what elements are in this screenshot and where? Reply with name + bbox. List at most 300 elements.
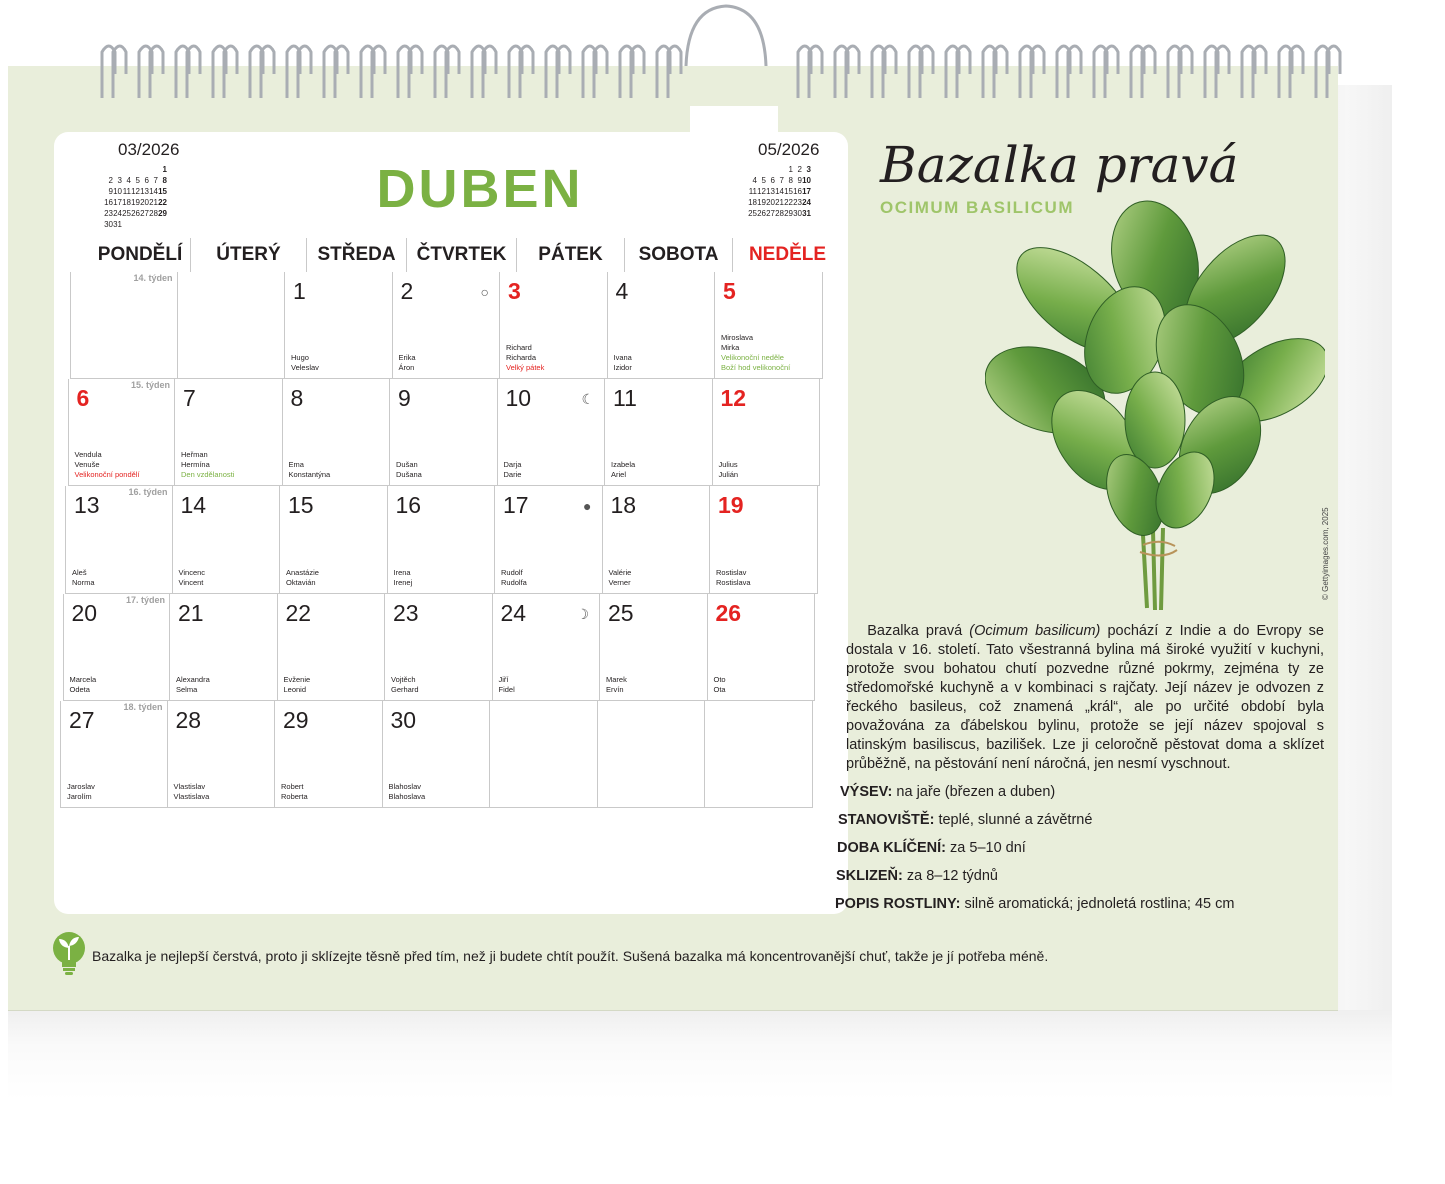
day-number: 15 [288, 492, 314, 519]
mini-calendar-day: 20 [766, 198, 775, 207]
name-days [281, 782, 308, 802]
image-credit: © Gettyimages.com, 2025 [1321, 507, 1330, 600]
mini-calendar-day: 21 [775, 198, 784, 207]
name-day: Richarda [506, 353, 537, 363]
fact-plant-description-value: silně aromatická; jednoletá rostlina; 45 cm [964, 896, 1235, 912]
name-days [399, 353, 416, 373]
mini-calendar-week [748, 186, 811, 197]
mini-calendar-day [104, 164, 113, 175]
weekday-3: STŘEDA [306, 238, 406, 272]
mini-calendar-day: 21 [149, 198, 158, 207]
day-number: 14 [180, 492, 207, 519]
mini-calendar-day: 3 [117, 176, 122, 185]
mini-calendar-day: 2 [797, 165, 802, 174]
day-number: 17 [503, 492, 529, 519]
day-number: 3 [508, 278, 521, 304]
public-holiday: Velikonoční pondělí [74, 470, 140, 480]
mini-calendar-day [122, 219, 131, 230]
mini-calendar-day: 28 [775, 209, 784, 218]
fact-location-value: teplé, slunné a závětrné [938, 812, 1093, 828]
name-day: Ema [288, 460, 304, 470]
mini-calendar-day: 12 [757, 187, 766, 196]
day-cell [390, 379, 498, 486]
name-day: Odeta [69, 684, 90, 694]
day-number: 21 [178, 599, 204, 626]
name-days [67, 782, 95, 802]
significant-day: Den vzdělanosti [181, 470, 235, 480]
mini-calendar-next-label: 05/2026 [758, 140, 820, 159]
fact-sowing-value: na jaře (březen a duben) [896, 784, 1056, 800]
mini-calendar-day: 3 [806, 165, 811, 174]
mini-calendar-day: 22 [784, 198, 793, 207]
day-cell [68, 379, 176, 486]
name-day: Veleslav [291, 363, 319, 373]
hanger-wire [686, 6, 766, 66]
herb-description-rest: pochází z Indie a do Evropy se dostala v 16. století. Tato všestranná bylina má široké využití v kuchyni, protože svou bohatou chutí pozvedne různé pokrmy, zejména ty ze středomořské kuchyně a v kombinaci s rajčaty. Její název je odvozen z řeckého basileus, což znamená „král“, ale po určité období byla považována za ďábelskou bylinu, protože se její název spojoval s latinským basiliscus, bazilišek. Lze ji celoročně pěstovat doma a sklízet průběžně, na pěstování není náročná, jen nesmí vyschnout. [846, 623, 1324, 772]
week-number: 18. týden [123, 701, 163, 712]
name-day: Vojtěch [391, 674, 416, 684]
mini-calendar-previous-label: 03/2026 [118, 140, 180, 159]
name-day: Alexandra [176, 674, 210, 684]
name-day: Miroslava [721, 333, 754, 343]
moon-phase-icon: ☽ [576, 605, 589, 622]
day-cell [63, 594, 171, 701]
day-number: 22 [285, 599, 312, 626]
name-days [499, 675, 515, 695]
mini-calendar-day: 7 [779, 176, 784, 185]
mini-calendar-day: 22 [158, 198, 167, 207]
mini-calendar-previous [104, 140, 179, 230]
name-days [176, 675, 210, 695]
day-cell [498, 379, 606, 486]
mini-calendar-week [748, 175, 811, 186]
mini-calendar-day: 6 [770, 176, 775, 185]
name-day: Valérie [608, 567, 632, 577]
name-day: Rostislava [716, 577, 751, 587]
name-day: Dušan [396, 460, 418, 470]
mini-calendar-day: 29 [784, 209, 793, 218]
name-day: Vincenc [178, 567, 206, 577]
weekday-2: ÚTERÝ [190, 238, 306, 272]
day-number: 24 [500, 599, 527, 626]
day-cell [608, 272, 716, 379]
name-days [716, 568, 751, 588]
name-day: Erika [398, 353, 416, 363]
name-days [506, 343, 544, 373]
day-cell [708, 594, 816, 701]
day-cell [388, 486, 496, 593]
mini-calendar-day: 17 [113, 198, 122, 207]
herb-tip: Bazalka je nejlepší čerstvá, proto ji sklízejte těsně před tím, než ji budete chtít použít. Sušená bazalka má koncentrovanější chuť, takže je jí potřeba méně. [92, 948, 1049, 964]
mini-calendar-day: 20 [140, 198, 149, 207]
day-cell [65, 486, 173, 593]
name-days [70, 675, 97, 695]
mini-calendar-day: 18 [122, 198, 131, 207]
mini-calendar-day [775, 164, 784, 175]
name-day: Áron [398, 363, 415, 373]
mini-calendar-day: 31 [113, 220, 122, 229]
mini-calendar-day [766, 164, 775, 175]
mini-calendar-day [131, 219, 140, 230]
day-number: 9 [398, 385, 411, 412]
day-cell [175, 379, 283, 486]
name-day: Aleš [72, 567, 87, 577]
day-cell [280, 486, 388, 593]
name-day: Mirka [721, 343, 740, 353]
mini-calendar-day [140, 219, 149, 230]
mini-calendar-day: 28 [149, 209, 158, 218]
mini-calendar-day: 18 [748, 198, 757, 207]
moon-phase-icon: ☾ [581, 391, 594, 408]
mini-calendar-day: 11 [748, 187, 757, 196]
fact-sowing-label: VÝSEV: [840, 784, 893, 800]
mini-calendar-day: 9 [797, 176, 802, 185]
mini-calendar-day: 1 [788, 165, 793, 174]
name-days [394, 568, 413, 588]
name-day: Oktavián [286, 577, 316, 587]
mini-calendar-week [104, 175, 167, 186]
mini-calendar-day: 24 [113, 209, 122, 218]
fact-plant-description [835, 896, 1234, 912]
name-day: Ervín [606, 684, 624, 694]
significant-day: Velikonoční neděle [721, 353, 784, 363]
day-number: 8 [290, 385, 304, 412]
mini-calendar-day: 30 [793, 209, 802, 218]
mini-calendar-day: 25 [122, 209, 131, 218]
day-cell [500, 272, 608, 379]
calendar-stand-base [8, 1010, 1392, 1100]
day-cell [170, 594, 278, 701]
name-day: Jarolím [67, 791, 92, 801]
name-day: Blahoslava [388, 791, 426, 801]
fact-location-label: STANOVIŠTĚ: [838, 812, 935, 828]
day-cell [168, 701, 276, 808]
weekday-7: NEDĚLE [732, 238, 842, 272]
name-days [391, 675, 419, 695]
fact-plant-description-label: POPIS ROSTLINY: [835, 896, 961, 912]
name-day: Blahoslav [388, 781, 422, 791]
name-day: Jiří [498, 674, 509, 684]
name-day: Ota [713, 684, 726, 694]
day-number: 4 [615, 278, 629, 304]
name-days [609, 568, 632, 588]
name-days [504, 460, 522, 480]
name-day: Verner [608, 577, 631, 587]
weekday-4: ČTVRTEK [406, 238, 516, 272]
name-days [75, 450, 140, 480]
mini-calendar-day: 2 [108, 176, 113, 185]
day-cell [173, 486, 281, 593]
day-cell [385, 594, 493, 701]
mini-calendar-day: 27 [140, 209, 149, 218]
empty-day-cell [490, 701, 598, 808]
name-day: Jaroslav [67, 781, 95, 791]
fact-harvest-label: SKLIZEŇ: [836, 868, 903, 884]
name-day: Darja [503, 460, 522, 470]
day-number: 30 [390, 706, 417, 733]
name-day: Norma [72, 577, 95, 587]
name-days [501, 568, 527, 588]
mini-calendar-day [131, 164, 140, 175]
mini-calendar-week [104, 219, 167, 230]
empty-day-cell [598, 701, 706, 808]
mini-calendar-day: 26 [757, 209, 766, 218]
day-number: 27 [69, 706, 95, 733]
day-cell [713, 379, 821, 486]
spiral-binding [0, 0, 1445, 110]
weekday-5: PÁTEK [516, 238, 624, 272]
name-days [714, 675, 726, 695]
day-number: 19 [718, 492, 744, 519]
name-day: Selma [176, 684, 198, 694]
day-cell [278, 594, 386, 701]
fact-harvest [836, 868, 998, 884]
week-number: 16. týden [128, 487, 168, 498]
name-days [181, 450, 234, 480]
name-days [614, 353, 632, 373]
mini-calendar-day: 5 [135, 176, 140, 185]
name-day: Venuše [74, 460, 100, 470]
name-day: Richard [506, 343, 532, 353]
day-cell [710, 486, 818, 593]
fact-germination [837, 840, 1026, 856]
name-day: Julián [718, 470, 739, 480]
mini-calendar-day: 4 [752, 176, 757, 185]
name-day: Roberta [281, 791, 308, 801]
significant-day: Boží hod velikonoční [721, 363, 791, 373]
mini-calendar-day: 15 [784, 187, 793, 196]
empty-day-cell [705, 701, 813, 808]
mini-calendar-day: 31 [802, 209, 811, 218]
day-number: 16 [395, 492, 422, 519]
day-number: 12 [720, 385, 747, 412]
mini-calendar-day [149, 219, 158, 230]
name-day: Izabela [611, 460, 636, 470]
mini-calendar-day: 6 [144, 176, 149, 185]
fact-location [838, 812, 1092, 828]
mini-calendar-day: 23 [104, 209, 113, 218]
mini-calendar-day: 19 [131, 198, 140, 207]
mini-calendar-day [122, 164, 131, 175]
fact-germination-value: za 5–10 dní [950, 840, 1026, 856]
mini-calendar-day: 24 [802, 198, 811, 207]
name-day: Vlastislav [173, 781, 206, 791]
day-number: 6 [76, 385, 90, 412]
mini-calendar-day: 26 [131, 209, 140, 218]
empty-day-cell [178, 272, 286, 379]
name-day: Hugo [291, 353, 309, 363]
name-day: Marcela [69, 674, 97, 684]
month-grid [60, 272, 832, 810]
empty-day-cell [70, 272, 178, 379]
name-day: Darie [503, 470, 522, 480]
week-number: 14. týden [133, 273, 173, 283]
name-days [611, 460, 635, 480]
mini-calendar-day: 7 [153, 176, 158, 185]
name-day: Evženie [283, 674, 311, 684]
day-cell [600, 594, 708, 701]
day-number: 13 [74, 492, 100, 519]
name-day: Leonid [283, 684, 307, 694]
name-day: Vincent [178, 577, 204, 587]
mini-calendar-day: 14 [775, 187, 784, 196]
name-day: Irenej [393, 577, 413, 587]
day-number: 18 [610, 492, 637, 519]
week-number: 15. týden [130, 380, 170, 391]
mini-calendar-day: 8 [162, 176, 167, 185]
mini-calendar-day [113, 164, 122, 175]
herb-description-start: Bazalka pravá [867, 623, 970, 639]
name-days [396, 460, 422, 480]
mini-calendar-week [748, 164, 811, 175]
name-days [606, 675, 627, 695]
mini-calendar-day: 23 [793, 198, 802, 207]
mini-calendar-day: 10 [113, 187, 122, 196]
day-cell [285, 272, 393, 379]
day-cell [603, 486, 711, 593]
herb-latin-name: OCIMUM BASILICUM [880, 198, 1074, 217]
mini-calendar-week [104, 164, 167, 175]
weekday-6: SOBOTA [624, 238, 732, 272]
public-holiday: Velký pátek [506, 363, 545, 373]
name-day: Konstantýna [288, 470, 331, 480]
name-days [721, 333, 790, 373]
herb-description-latin: (Ocimum basilicum) [969, 623, 1101, 639]
mini-calendar-day: 19 [757, 198, 766, 207]
name-days [284, 675, 311, 695]
day-cell [383, 701, 491, 808]
name-day: Julius [718, 460, 738, 470]
mini-calendar-day: 16 [104, 198, 113, 207]
herb-title: Bazalka pravá [880, 136, 1239, 194]
herb-description [846, 622, 1324, 774]
mini-calendar-day: 15 [158, 187, 167, 196]
name-days [179, 568, 206, 588]
moon-phase-icon: ○ [480, 284, 489, 300]
name-day: Rudolfa [501, 577, 527, 587]
name-day: Heřman [181, 450, 208, 460]
mini-calendar-day [149, 164, 158, 175]
day-number: 23 [393, 599, 419, 626]
day-cell [715, 272, 823, 379]
name-day: Robert [281, 781, 304, 791]
day-number: 5 [723, 278, 736, 304]
month-title: DUBEN [376, 159, 584, 219]
mini-calendar-next [748, 140, 819, 219]
basil-illustration [985, 190, 1325, 615]
name-day: Anastázie [286, 567, 319, 577]
name-days [291, 353, 319, 373]
weekday-header [90, 238, 842, 272]
mini-calendar-day: 10 [802, 176, 811, 185]
day-number: 20 [71, 599, 98, 626]
name-day: Hermína [181, 460, 210, 470]
day-cell [605, 379, 713, 486]
day-number: 1 [293, 278, 306, 304]
day-number: 25 [608, 599, 634, 626]
mini-calendar-day: 25 [748, 209, 757, 218]
mini-calendar-day: 9 [108, 187, 113, 196]
mini-calendar-day: 12 [131, 187, 140, 196]
day-cell [60, 701, 168, 808]
mini-calendar-week [748, 197, 811, 208]
name-day: Rudolf [501, 567, 523, 577]
mini-calendar-next-grid [748, 164, 811, 219]
mini-calendar-week [748, 208, 811, 219]
fact-harvest-value: za 8–12 týdnů [906, 868, 998, 884]
week-number: 17. týden [125, 594, 165, 605]
day-cell [493, 594, 601, 701]
day-number: 11 [613, 385, 637, 412]
mini-calendar-week [104, 186, 167, 197]
fact-sowing [840, 784, 1055, 800]
mini-calendar-day: 1 [162, 165, 167, 174]
mini-calendar-day: 30 [104, 220, 113, 229]
name-day: Gerhard [391, 684, 419, 694]
name-days [286, 568, 319, 588]
mini-calendar-day: 8 [788, 176, 793, 185]
name-days [174, 782, 210, 802]
mini-calendar-day: 13 [140, 187, 149, 196]
name-day: Marek [606, 674, 627, 684]
name-day: Irena [393, 567, 411, 577]
lightbulb-sprout-icon [50, 930, 88, 978]
mini-calendar-day [158, 219, 167, 230]
mini-calendar-day: 29 [158, 209, 167, 218]
day-cell [393, 272, 501, 379]
moon-phase-icon: ● [583, 498, 592, 515]
name-days [719, 460, 739, 480]
name-days [389, 782, 426, 802]
name-day: Vlastislava [173, 791, 210, 801]
day-number: 29 [283, 706, 309, 733]
name-day: Ivana [613, 353, 632, 363]
mini-calendar-previous-grid [104, 164, 167, 230]
day-number: 10 [505, 385, 532, 412]
day-number: 2 [400, 278, 414, 304]
name-day: Rostislav [716, 567, 747, 577]
mini-calendar-day: 11 [122, 187, 131, 196]
mini-calendar-day: 13 [766, 187, 775, 196]
name-day: Ariel [611, 470, 627, 480]
mini-calendar-day: 27 [766, 209, 775, 218]
mini-calendar-week [104, 197, 167, 208]
mini-calendar-day [140, 164, 149, 175]
name-day: Izidor [613, 363, 632, 373]
name-day: Oto [713, 674, 726, 684]
mini-calendar-day: 14 [149, 187, 158, 196]
day-cell [495, 486, 603, 593]
day-number: 26 [715, 599, 742, 626]
mini-calendar-day: 16 [793, 187, 802, 196]
mini-calendar-day [748, 164, 757, 175]
mini-calendar-day [757, 164, 766, 175]
name-days [289, 460, 331, 480]
name-days [72, 568, 95, 588]
name-day: Vendula [74, 450, 102, 460]
mini-calendar-day: 4 [126, 176, 131, 185]
mini-calendar-day: 5 [761, 176, 766, 185]
day-cell [275, 701, 383, 808]
name-day: Fidel [498, 684, 515, 694]
day-number: 7 [183, 385, 196, 412]
weekday-1: PONDĚLÍ [97, 244, 183, 265]
day-number: 28 [175, 706, 202, 733]
day-cell [283, 379, 391, 486]
mini-calendar-week [104, 208, 167, 219]
fact-germination-label: DOBA KLÍČENÍ: [837, 840, 947, 856]
name-day: Dušana [396, 470, 422, 480]
